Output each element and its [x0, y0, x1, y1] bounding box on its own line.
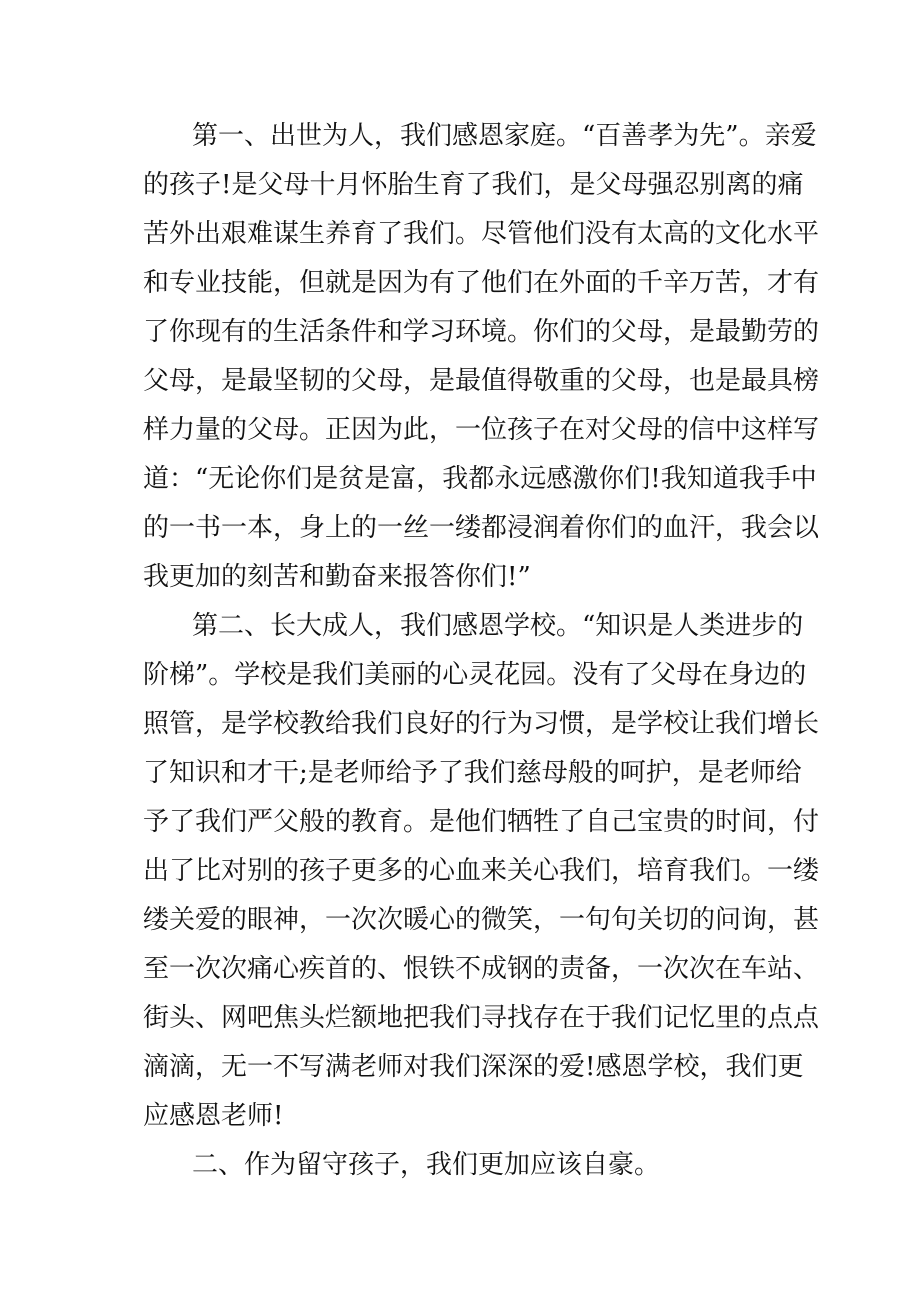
text-line: 街头、网吧焦头烂额地把我们寻找存在于我们记忆里的点点: [143, 1003, 820, 1033]
text-line: 缕关爱的眼神，一次次暖心的微笑，一句句关切的问询，甚: [143, 905, 820, 935]
text-line: 滴滴，无一不写满老师对我们深深的爱!感恩学校，我们更: [143, 1052, 804, 1082]
text-line: 了知识和才干;是老师给予了我们慈母般的呵护，是老师给: [143, 758, 802, 788]
text-line: 道：“无论你们是贫是富，我都永远感激你们!我知道我手中: [143, 464, 817, 494]
text-line: 了你现有的生活条件和学习环境。你们的父母，是最勤劳的: [143, 317, 820, 347]
paragraph-1: [143, 112, 820, 602]
text-line: 第一、出世为人，我们感恩家庭。“百善孝为先”。亲爱: [192, 121, 817, 151]
text-line: 的孩子!是父母十月怀胎生育了我们，是父母强忍别离的痛: [143, 170, 804, 200]
text-line: 应感恩老师!: [143, 1101, 284, 1131]
text-line: 至一次次痛心疾首的、恨铁不成钢的责备，一次次在车站、: [143, 954, 820, 984]
text-line: 的一书一本，身上的一丝一缕都浸润着你们的血汗，我会以: [143, 513, 820, 543]
text-line: 和专业技能，但就是因为有了他们在外面的千辛万苦，才有: [143, 268, 820, 298]
text-line: 第二、长大成人，我们感恩学校。“知识是人类进步的: [192, 611, 804, 641]
text-line: 予了我们严父般的教育。是他们牺牲了自己宝贵的时间，付: [143, 807, 820, 837]
paragraph-2: [143, 602, 820, 1141]
document-body: [143, 112, 820, 1190]
text-line: 苦外出艰难谋生养育了我们。尽管他们没有太高的文化水平: [143, 219, 820, 249]
section-heading: 二、作为留守孩子，我们更加应该自豪。: [192, 1150, 661, 1180]
text-line: 照管，是学校教给我们良好的行为习惯，是学校让我们增长: [143, 709, 820, 739]
text-line: 出了比对别的孩子更多的心血来关心我们，培育我们。一缕: [143, 856, 820, 886]
text-line: 阶梯”。学校是我们美丽的心灵花园。没有了父母在身边的: [143, 660, 807, 690]
text-line: 样力量的父母。正因为此，一位孩子在对父母的信中这样写: [143, 415, 820, 445]
text-line: 我更加的刻苦和勤奋来报答你们!”: [143, 562, 531, 592]
text-line: 父母，是最坚韧的父母，是最值得敬重的父母，也是最具榜: [143, 366, 820, 396]
paragraph-3: [143, 1141, 783, 1190]
